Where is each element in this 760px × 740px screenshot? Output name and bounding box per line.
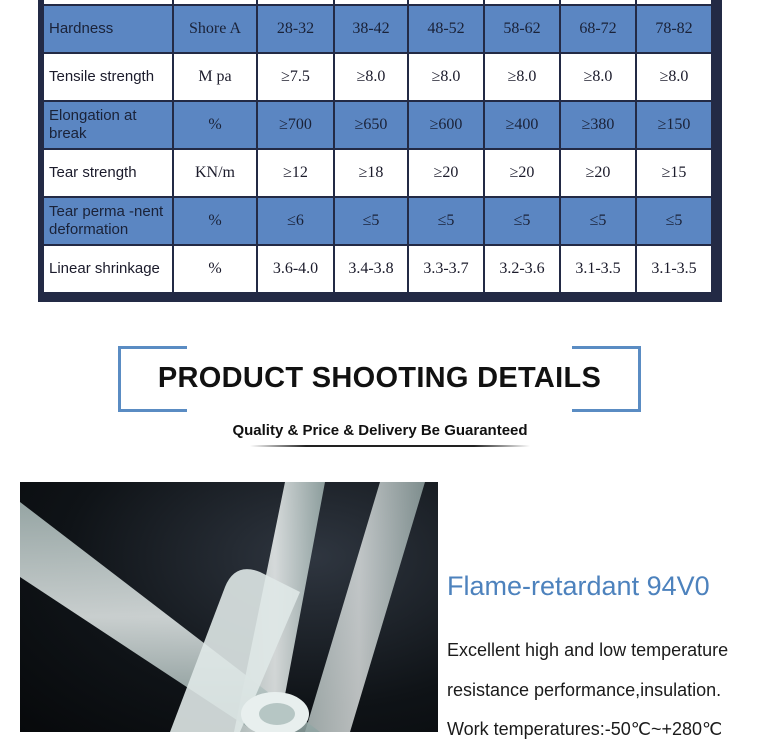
table-cell: ≥18	[335, 150, 407, 196]
row-unit: M pa	[174, 54, 256, 100]
table-cell: 68-72	[561, 6, 635, 52]
feature-description-line: resistance performance,insulation.	[447, 680, 722, 700]
table-cell: ≤5	[409, 198, 483, 244]
table-cell: ≥20	[561, 150, 635, 196]
table-cell	[335, 0, 407, 4]
table-cell	[409, 0, 483, 4]
table-cell: ≥650	[335, 102, 407, 148]
table-cell: ≥150	[637, 102, 711, 148]
table-cell	[485, 0, 559, 4]
table-cell: ≥400	[485, 102, 559, 148]
table-cell: 3.3-3.7	[409, 246, 483, 292]
table-cell: 48-52	[409, 6, 483, 52]
table-cell: 3.1-3.5	[637, 246, 711, 292]
spec-table	[42, 0, 713, 294]
table-cell: ≥8.0	[485, 54, 559, 100]
row-unit: %	[174, 246, 256, 292]
table-cell: ≥8.0	[561, 54, 635, 100]
row-unit: KN/m	[174, 150, 256, 196]
table-cell: ≤6	[258, 198, 333, 244]
section-heading-frame	[118, 346, 641, 412]
table-cell	[561, 0, 635, 4]
row-unit: Shore A	[174, 6, 256, 52]
row-label: Hardness	[44, 6, 172, 52]
table-cell: 3.2-3.6	[485, 246, 559, 292]
table-row	[44, 198, 711, 244]
table-cell: ≥15	[637, 150, 711, 196]
table-cell: ≤5	[485, 198, 559, 244]
table-cell: 38-42	[335, 6, 407, 52]
section-heading: PRODUCT SHOOTING DETAILS	[157, 362, 602, 394]
table-cell: ≥20	[409, 150, 483, 196]
row-unit: %	[174, 198, 256, 244]
feature-description-line: Work temperatures:-50℃~+280℃	[447, 719, 723, 739]
table-cell: 3.4-3.8	[335, 246, 407, 292]
table-cell: ≥380	[561, 102, 635, 148]
row-label: Elongation at break	[44, 102, 172, 148]
table-cell: ≥600	[409, 102, 483, 148]
table-row	[44, 246, 711, 292]
table-cell: ≥12	[258, 150, 333, 196]
table-cell	[637, 0, 711, 4]
table-row	[44, 150, 711, 196]
table-cell: ≥20	[485, 150, 559, 196]
spec-table-frame	[38, 0, 722, 302]
row-label: Tensile strength	[44, 54, 172, 100]
table-cell: ≤5	[335, 198, 407, 244]
table-cell: 28-32	[258, 6, 333, 52]
product-photo	[20, 482, 438, 732]
row-label: Linear shrinkage	[44, 246, 172, 292]
table-cell: ≥700	[258, 102, 333, 148]
row-unit: %	[174, 102, 256, 148]
table-cell: ≥8.0	[335, 54, 407, 100]
row-label: Tear strength	[44, 150, 172, 196]
table-cell: 3.1-3.5	[561, 246, 635, 292]
table-cell: 3.6-4.0	[258, 246, 333, 292]
silicone-tube-image	[20, 482, 438, 732]
table-cell: ≥8.0	[637, 54, 711, 100]
table-row	[44, 6, 711, 52]
section-tagline: Quality & Price & Delivery Be Guaranteed	[232, 422, 528, 439]
table-cell: 58-62	[485, 6, 559, 52]
row-label: Tear perma -nent deformation	[44, 198, 172, 244]
table-cell: ≤5	[561, 198, 635, 244]
feature-title: Flame-retardant 94V0	[447, 571, 710, 601]
table-cell	[174, 0, 256, 4]
table-row	[44, 54, 711, 100]
divider	[250, 445, 530, 447]
table-row	[44, 102, 711, 148]
feature-description-line: Excellent high and low temperature	[447, 640, 729, 660]
table-cell: ≤5	[637, 198, 711, 244]
table-cell	[44, 0, 172, 4]
table-cell: 78-82	[637, 6, 711, 52]
table-cell: ≥8.0	[409, 54, 483, 100]
table-cell: ≥7.5	[258, 54, 333, 100]
table-cell	[258, 0, 333, 4]
